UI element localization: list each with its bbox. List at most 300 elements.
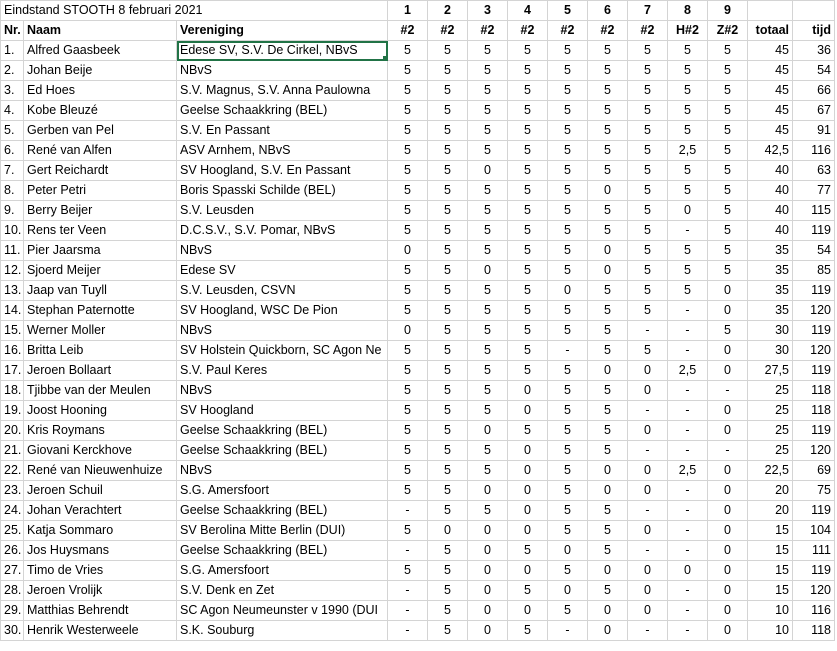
cell-score[interactable]: 5 [708, 261, 748, 281]
cell-score[interactable]: 5 [428, 261, 468, 281]
cell-score[interactable]: 5 [588, 41, 628, 61]
header-naam[interactable]: Naam [24, 21, 177, 41]
cell-naam[interactable]: Ed Hoes [24, 81, 177, 101]
cell-score[interactable]: 5 [548, 161, 588, 181]
cell-vereniging[interactable]: S.V. Leusden, CSVN [177, 281, 388, 301]
cell-score[interactable]: 5 [468, 81, 508, 101]
cell-score[interactable]: 0 [708, 421, 748, 441]
cell-score[interactable]: 5 [628, 301, 668, 321]
cell-score[interactable]: 5 [388, 361, 428, 381]
cell-score[interactable]: 5 [548, 321, 588, 341]
cell-score[interactable]: 5 [588, 81, 628, 101]
cell-totaal[interactable]: 20 [748, 481, 793, 501]
cell-score[interactable]: 0 [588, 481, 628, 501]
cell-score[interactable]: 5 [588, 101, 628, 121]
cell-naam[interactable]: Henrik Westerweele [24, 621, 177, 641]
cell-score[interactable]: 5 [588, 301, 628, 321]
cell-score[interactable]: 5 [508, 41, 548, 61]
cell-vereniging[interactable]: Boris Spasski Schilde (BEL) [177, 181, 388, 201]
cell-score[interactable]: 5 [428, 501, 468, 521]
cell-score[interactable]: 0 [668, 561, 708, 581]
cell-score[interactable]: - [668, 221, 708, 241]
cell-score[interactable]: 5 [628, 101, 668, 121]
cell-naam[interactable]: Stephan Paternotte [24, 301, 177, 321]
cell-vereniging[interactable]: Geelse Schaakkring (BEL) [177, 421, 388, 441]
cell-score[interactable]: 5 [668, 161, 708, 181]
cell-tijd[interactable]: 66 [793, 81, 835, 101]
cell-score[interactable]: 5 [588, 61, 628, 81]
cell-score[interactable]: - [668, 441, 708, 461]
cell-score[interactable]: 5 [388, 461, 428, 481]
cell-naam[interactable]: Johan Verachtert [24, 501, 177, 521]
cell-score[interactable]: 0 [708, 301, 748, 321]
cell-totaal[interactable]: 30 [748, 341, 793, 361]
cell-score[interactable]: 5 [548, 301, 588, 321]
cell-score[interactable]: - [628, 541, 668, 561]
cell-score[interactable]: 5 [548, 141, 588, 161]
cell-score[interactable]: 0 [388, 321, 428, 341]
cell-nr[interactable]: 10. [1, 221, 24, 241]
cell-score[interactable]: 0 [468, 581, 508, 601]
cell-score[interactable]: 5 [548, 521, 588, 541]
cell-naam[interactable]: Britta Leib [24, 341, 177, 361]
cell-score[interactable]: 5 [508, 81, 548, 101]
cell-score[interactable]: 5 [388, 561, 428, 581]
cell-score[interactable]: 5 [468, 181, 508, 201]
cell-tijd[interactable]: 120 [793, 441, 835, 461]
cell-score[interactable]: 0 [388, 241, 428, 261]
cell-score[interactable]: 0 [628, 601, 668, 621]
cell-nr[interactable]: 4. [1, 101, 24, 121]
cell-score[interactable]: 5 [628, 201, 668, 221]
cell-vereniging[interactable]: Geelse Schaakkring (BEL) [177, 101, 388, 121]
cell-score[interactable]: 5 [548, 481, 588, 501]
cell-naam[interactable]: Matthias Behrendt [24, 601, 177, 621]
cell-score[interactable]: 0 [468, 481, 508, 501]
cell-score[interactable]: 0 [628, 521, 668, 541]
cell-score[interactable]: 5 [428, 41, 468, 61]
cell-score[interactable]: 5 [428, 481, 468, 501]
cell-naam[interactable]: Tjibbe van der Meulen [24, 381, 177, 401]
cell-score[interactable]: 5 [668, 81, 708, 101]
cell-score[interactable]: 5 [588, 221, 628, 241]
cell-nr[interactable]: 23. [1, 481, 24, 501]
cell-score[interactable]: 0 [508, 561, 548, 581]
cell-score[interactable]: 5 [388, 381, 428, 401]
round-number[interactable]: 9 [708, 1, 748, 21]
cell-nr[interactable]: 21. [1, 441, 24, 461]
cell-vereniging[interactable]: SV Holstein Quickborn, SC Agon Ne [177, 341, 388, 361]
cell-score[interactable]: 5 [468, 361, 508, 381]
cell-score[interactable]: 0 [628, 421, 668, 441]
cell-score[interactable]: 0 [508, 461, 548, 481]
cell-score[interactable]: 5 [548, 561, 588, 581]
cell-score[interactable]: 5 [468, 381, 508, 401]
cell-totaal[interactable]: 35 [748, 261, 793, 281]
cell-score[interactable]: 5 [388, 261, 428, 281]
cell-vereniging[interactable]: SV Hoogland, WSC De Pion [177, 301, 388, 321]
header-round[interactable]: #2 [628, 21, 668, 41]
cell-score[interactable]: 5 [628, 281, 668, 301]
cell-score[interactable]: 5 [588, 121, 628, 141]
cell-score[interactable]: 5 [588, 421, 628, 441]
cell-score[interactable]: 5 [628, 81, 668, 101]
cell-score[interactable]: 0 [468, 521, 508, 541]
cell-score[interactable]: 5 [428, 541, 468, 561]
round-number[interactable]: 3 [468, 1, 508, 21]
cell-nr[interactable]: 19. [1, 401, 24, 421]
cell-nr[interactable]: 27. [1, 561, 24, 581]
cell-naam[interactable]: Werner Moller [24, 321, 177, 341]
cell-score[interactable]: 0 [708, 581, 748, 601]
cell-score[interactable]: 5 [668, 181, 708, 201]
cell-score[interactable]: 0 [628, 361, 668, 381]
cell-totaal[interactable]: 25 [748, 441, 793, 461]
cell-score[interactable]: 5 [388, 201, 428, 221]
cell-score[interactable]: 5 [468, 41, 508, 61]
cell-score[interactable]: 5 [428, 381, 468, 401]
cell-score[interactable]: 5 [668, 61, 708, 81]
cell-score[interactable]: 5 [388, 521, 428, 541]
cell-score[interactable]: 0 [628, 481, 668, 501]
cell-tijd[interactable]: 119 [793, 561, 835, 581]
cell-score[interactable]: 5 [388, 281, 428, 301]
cell-score[interactable]: 0 [708, 341, 748, 361]
cell-score[interactable]: 0 [708, 601, 748, 621]
cell-nr[interactable]: 20. [1, 421, 24, 441]
cell-naam[interactable]: Timo de Vries [24, 561, 177, 581]
cell-score[interactable]: 5 [388, 401, 428, 421]
cell-score[interactable]: 5 [588, 161, 628, 181]
cell-score[interactable]: 0 [548, 541, 588, 561]
cell-score[interactable]: 5 [428, 161, 468, 181]
cell-vereniging[interactable]: Geelse Schaakkring (BEL) [177, 541, 388, 561]
cell-totaal[interactable]: 35 [748, 241, 793, 261]
cell-score[interactable]: 5 [508, 261, 548, 281]
round-number[interactable]: 2 [428, 1, 468, 21]
cell-totaal[interactable]: 45 [748, 121, 793, 141]
cell-score[interactable]: 0 [548, 281, 588, 301]
cell-score[interactable]: 5 [548, 101, 588, 121]
cell-nr[interactable]: 8. [1, 181, 24, 201]
cell-score[interactable]: - [388, 501, 428, 521]
cell-score[interactable]: - [668, 381, 708, 401]
cell-tijd[interactable]: 69 [793, 461, 835, 481]
cell-score[interactable]: 5 [548, 121, 588, 141]
cell-score[interactable]: 0 [588, 241, 628, 261]
header-round[interactable]: #2 [588, 21, 628, 41]
cell-tijd[interactable]: 115 [793, 201, 835, 221]
cell-nr[interactable]: 13. [1, 281, 24, 301]
cell-score[interactable]: 0 [508, 401, 548, 421]
cell-score[interactable]: 0 [708, 461, 748, 481]
cell-score[interactable]: 5 [588, 341, 628, 361]
cell-nr[interactable]: 17. [1, 361, 24, 381]
cell-vereniging[interactable]: D.C.S.V., S.V. Pomar, NBvS [177, 221, 388, 241]
cell-score[interactable]: 5 [428, 621, 468, 641]
cell-score[interactable]: 0 [708, 621, 748, 641]
cell-totaal[interactable]: 40 [748, 221, 793, 241]
empty-cell[interactable] [793, 1, 835, 21]
cell-score[interactable]: 5 [468, 281, 508, 301]
cell-score[interactable]: 0 [508, 441, 548, 461]
cell-score[interactable]: 5 [708, 221, 748, 241]
cell-score[interactable]: 5 [548, 381, 588, 401]
header-nr[interactable]: Nr. [1, 21, 24, 41]
cell-vereniging[interactable]: NBvS [177, 381, 388, 401]
cell-score[interactable]: 5 [628, 241, 668, 261]
cell-nr[interactable]: 28. [1, 581, 24, 601]
cell-naam[interactable]: Jos Huysmans [24, 541, 177, 561]
cell-score[interactable]: - [708, 381, 748, 401]
cell-score[interactable]: - [388, 541, 428, 561]
cell-totaal[interactable]: 35 [748, 301, 793, 321]
cell-score[interactable]: 5 [388, 301, 428, 321]
cell-score[interactable]: 5 [708, 101, 748, 121]
cell-score[interactable]: 5 [588, 381, 628, 401]
cell-score[interactable]: 0 [468, 161, 508, 181]
cell-naam[interactable]: Berry Beijer [24, 201, 177, 221]
cell-score[interactable]: 0 [468, 261, 508, 281]
cell-score[interactable]: 5 [708, 321, 748, 341]
cell-tijd[interactable]: 91 [793, 121, 835, 141]
cell-nr[interactable]: 5. [1, 121, 24, 141]
cell-tijd[interactable]: 120 [793, 581, 835, 601]
cell-score[interactable]: 5 [428, 281, 468, 301]
cell-tijd[interactable]: 63 [793, 161, 835, 181]
cell-score[interactable]: 5 [428, 81, 468, 101]
cell-naam[interactable]: Johan Beije [24, 61, 177, 81]
cell-score[interactable]: 0 [468, 541, 508, 561]
cell-score[interactable]: 5 [428, 421, 468, 441]
cell-totaal[interactable]: 40 [748, 181, 793, 201]
cell-vereniging[interactable]: S.V. Magnus, S.V. Anna Paulowna [177, 81, 388, 101]
cell-score[interactable]: 5 [428, 241, 468, 261]
cell-score[interactable]: 0 [468, 601, 508, 621]
cell-score[interactable]: 5 [428, 181, 468, 201]
cell-score[interactable]: 5 [428, 601, 468, 621]
cell-score[interactable]: 5 [468, 401, 508, 421]
cell-score[interactable]: - [628, 621, 668, 641]
cell-score[interactable]: 5 [388, 41, 428, 61]
cell-naam[interactable]: Jeroen Vrolijk [24, 581, 177, 601]
cell-vereniging[interactable]: S.V. Leusden [177, 201, 388, 221]
cell-score[interactable]: 5 [468, 321, 508, 341]
cell-score[interactable]: 5 [508, 181, 548, 201]
cell-tijd[interactable]: 67 [793, 101, 835, 121]
cell-vereniging[interactable]: Edese SV, S.V. De Cirkel, NBvS [177, 41, 388, 61]
cell-totaal[interactable]: 10 [748, 621, 793, 641]
cell-nr[interactable]: 24. [1, 501, 24, 521]
cell-naam[interactable]: Gert Reichardt [24, 161, 177, 181]
cell-score[interactable]: 2,5 [668, 461, 708, 481]
cell-naam[interactable]: Jeroen Schuil [24, 481, 177, 501]
cell-score[interactable]: - [628, 441, 668, 461]
cell-vereniging[interactable]: Edese SV [177, 261, 388, 281]
cell-vereniging[interactable]: S.V. Denk en Zet [177, 581, 388, 601]
cell-score[interactable]: 0 [708, 541, 748, 561]
cell-score[interactable]: 5 [468, 221, 508, 241]
cell-tijd[interactable]: 116 [793, 141, 835, 161]
cell-score[interactable]: 5 [468, 301, 508, 321]
cell-score[interactable]: 0 [588, 621, 628, 641]
cell-score[interactable]: 0 [508, 501, 548, 521]
cell-totaal[interactable]: 30 [748, 321, 793, 341]
header-round[interactable]: #2 [548, 21, 588, 41]
cell-tijd[interactable]: 118 [793, 381, 835, 401]
cell-tijd[interactable]: 119 [793, 281, 835, 301]
cell-nr[interactable]: 25. [1, 521, 24, 541]
cell-score[interactable]: 5 [508, 61, 548, 81]
cell-score[interactable]: 5 [668, 281, 708, 301]
round-number[interactable]: 1 [388, 1, 428, 21]
round-number[interactable]: 6 [588, 1, 628, 21]
cell-score[interactable]: 5 [548, 181, 588, 201]
cell-totaal[interactable]: 45 [748, 81, 793, 101]
cell-score[interactable]: 5 [588, 201, 628, 221]
cell-totaal[interactable]: 15 [748, 581, 793, 601]
header-tijd[interactable]: tijd [793, 21, 835, 41]
cell-score[interactable]: 5 [708, 161, 748, 181]
cell-score[interactable]: 5 [628, 161, 668, 181]
cell-score[interactable]: 5 [628, 341, 668, 361]
cell-score[interactable]: 0 [588, 261, 628, 281]
cell-tijd[interactable]: 118 [793, 401, 835, 421]
cell-score[interactable]: 5 [468, 441, 508, 461]
cell-score[interactable]: 0 [708, 501, 748, 521]
cell-tijd[interactable]: 116 [793, 601, 835, 621]
cell-vereniging[interactable]: Geelse Schaakkring (BEL) [177, 441, 388, 461]
header-totaal[interactable]: totaal [748, 21, 793, 41]
cell-score[interactable]: 5 [388, 441, 428, 461]
cell-nr[interactable]: 15. [1, 321, 24, 341]
cell-score[interactable]: 5 [428, 141, 468, 161]
cell-naam[interactable]: Peter Petri [24, 181, 177, 201]
cell-nr[interactable]: 11. [1, 241, 24, 261]
cell-naam[interactable]: René van Nieuwenhuize [24, 461, 177, 481]
round-number[interactable]: 7 [628, 1, 668, 21]
cell-score[interactable]: 5 [548, 241, 588, 261]
cell-naam[interactable]: Joost Hooning [24, 401, 177, 421]
cell-score[interactable]: 5 [708, 141, 748, 161]
cell-score[interactable]: 5 [548, 261, 588, 281]
cell-totaal[interactable]: 15 [748, 521, 793, 541]
cell-score[interactable]: - [388, 621, 428, 641]
cell-naam[interactable]: Kobe Bleuzé [24, 101, 177, 121]
cell-vereniging[interactable]: NBvS [177, 461, 388, 481]
cell-vereniging[interactable]: S.G. Amersfoort [177, 561, 388, 581]
cell-totaal[interactable]: 25 [748, 421, 793, 441]
cell-tijd[interactable]: 111 [793, 541, 835, 561]
cell-score[interactable]: 5 [468, 461, 508, 481]
cell-tijd[interactable]: 36 [793, 41, 835, 61]
cell-score[interactable]: - [668, 481, 708, 501]
cell-score[interactable]: - [708, 441, 748, 461]
cell-score[interactable]: 0 [508, 601, 548, 621]
cell-score[interactable]: 0 [588, 461, 628, 481]
cell-score[interactable]: 5 [548, 81, 588, 101]
cell-score[interactable]: - [668, 601, 708, 621]
cell-nr[interactable]: 29. [1, 601, 24, 621]
cell-naam[interactable]: Pier Jaarsma [24, 241, 177, 261]
cell-totaal[interactable]: 45 [748, 41, 793, 61]
cell-totaal[interactable]: 45 [748, 61, 793, 81]
cell-score[interactable]: 5 [468, 121, 508, 141]
cell-totaal[interactable]: 22,5 [748, 461, 793, 481]
header-round[interactable]: Z#2 [708, 21, 748, 41]
cell-score[interactable]: 5 [508, 121, 548, 141]
cell-score[interactable]: 5 [508, 141, 548, 161]
cell-score[interactable]: 5 [708, 41, 748, 61]
header-round[interactable]: #2 [508, 21, 548, 41]
cell-score[interactable]: 5 [388, 121, 428, 141]
cell-score[interactable]: 0 [468, 621, 508, 641]
cell-score[interactable]: 5 [508, 361, 548, 381]
cell-vereniging[interactable]: SC Agon Neumeunster v 1990 (DUI [177, 601, 388, 621]
cell-score[interactable]: 5 [428, 361, 468, 381]
cell-score[interactable]: 2,5 [668, 361, 708, 381]
cell-totaal[interactable]: 40 [748, 201, 793, 221]
cell-naam[interactable]: Sjoerd Meijer [24, 261, 177, 281]
cell-score[interactable]: 5 [588, 441, 628, 461]
cell-score[interactable]: 5 [468, 341, 508, 361]
cell-nr[interactable]: 22. [1, 461, 24, 481]
cell-score[interactable]: 5 [548, 461, 588, 481]
cell-score[interactable]: 5 [628, 181, 668, 201]
cell-vereniging[interactable]: S.V. En Passant [177, 121, 388, 141]
cell-score[interactable]: - [388, 581, 428, 601]
cell-score[interactable]: 0 [708, 361, 748, 381]
cell-score[interactable]: 5 [548, 421, 588, 441]
cell-totaal[interactable]: 27,5 [748, 361, 793, 381]
cell-nr[interactable]: 2. [1, 61, 24, 81]
cell-vereniging[interactable]: S.G. Amersfoort [177, 481, 388, 501]
cell-tijd[interactable]: 77 [793, 181, 835, 201]
cell-score[interactable]: 5 [668, 41, 708, 61]
cell-score[interactable]: 0 [468, 421, 508, 441]
cell-vereniging[interactable]: SV Hoogland, S.V. En Passant [177, 161, 388, 181]
cell-totaal[interactable]: 25 [748, 401, 793, 421]
cell-score[interactable]: 5 [428, 341, 468, 361]
cell-vereniging[interactable]: Geelse Schaakkring (BEL) [177, 501, 388, 521]
cell-score[interactable]: - [388, 601, 428, 621]
cell-score[interactable]: 5 [428, 461, 468, 481]
cell-score[interactable]: 5 [668, 241, 708, 261]
cell-score[interactable]: 5 [428, 581, 468, 601]
cell-nr[interactable]: 7. [1, 161, 24, 181]
cell-score[interactable]: 0 [588, 601, 628, 621]
cell-score[interactable]: 5 [668, 121, 708, 141]
cell-score[interactable]: - [668, 621, 708, 641]
cell-score[interactable]: 5 [628, 121, 668, 141]
cell-score[interactable]: - [668, 401, 708, 421]
cell-score[interactable]: 5 [628, 61, 668, 81]
cell-score[interactable]: 5 [508, 621, 548, 641]
cell-score[interactable]: 5 [428, 101, 468, 121]
round-number[interactable]: 5 [548, 1, 588, 21]
cell-score[interactable]: 5 [628, 221, 668, 241]
cell-nr[interactable]: 12. [1, 261, 24, 281]
cell-score[interactable]: 5 [388, 81, 428, 101]
cell-tijd[interactable]: 119 [793, 321, 835, 341]
cell-score[interactable]: 5 [548, 401, 588, 421]
cell-score[interactable]: 5 [508, 101, 548, 121]
cell-score[interactable]: 0 [708, 281, 748, 301]
cell-score[interactable]: 5 [708, 241, 748, 261]
cell-totaal[interactable]: 10 [748, 601, 793, 621]
cell-score[interactable]: 5 [508, 321, 548, 341]
cell-score[interactable]: - [668, 581, 708, 601]
